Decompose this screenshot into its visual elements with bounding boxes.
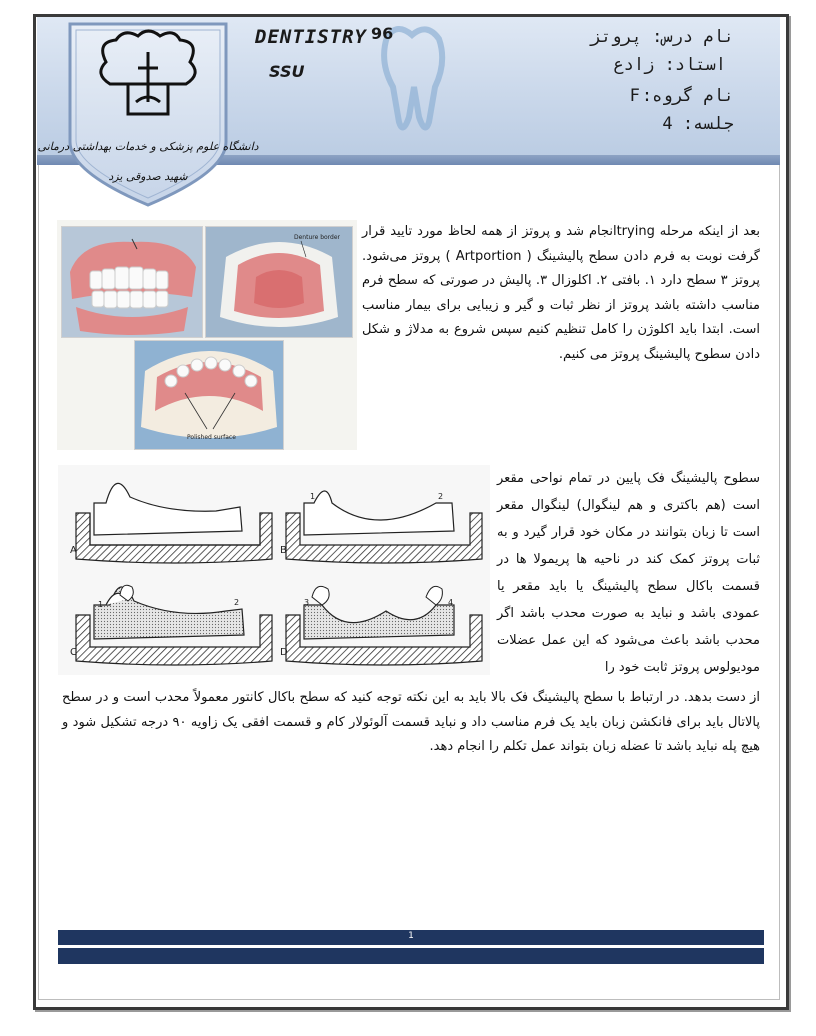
lower-denture-photo bbox=[134, 340, 284, 450]
brand-year: 96 bbox=[371, 24, 394, 43]
session-line: جلسه: 4 bbox=[662, 114, 734, 134]
logo-subcaption: شهید صدوقی یزد bbox=[108, 170, 188, 183]
teacher-line: استاد: زادع bbox=[613, 55, 726, 75]
brand-title: DENTISTRY bbox=[255, 26, 367, 48]
polished-surface-diagram bbox=[58, 465, 490, 675]
paragraph-intro: بعد از اینکه مرحله tryingانجام شد و پروتز از همه لحاظ مورد تایید قرار گرفت نوبت به فرم دادن سطح پالیشینگ ( Artportion ) پروتز می‌شود. پروتز ۳ سطح دارد ۱. بافتی ۲. اکلوزال ۳. پالیش در صورتی که سطح فرم مناسب داشته باشد پروتز از نظر ثبات و گیر و زیبایی برای بیمار مناسب است. ابتدا باید اکلوژن را کامل تنظیم کنیم سپس شروع به مدلاژ و شکل دادن سطوح پالیشینگ پروتز می کنیم. bbox=[362, 224, 760, 362]
group-line: نام گروه:F bbox=[629, 86, 734, 106]
photo-label-border: Denture border bbox=[294, 234, 341, 241]
diagram-label-a: A bbox=[70, 545, 77, 556]
page-number: 1 bbox=[408, 931, 414, 941]
denture-photos bbox=[57, 220, 357, 450]
footer-bar-bottom bbox=[58, 948, 764, 964]
denture-front-photo bbox=[61, 226, 203, 338]
logo-caption: دانشگاه علوم پزشکی و خدمات بهداشتی درمانی bbox=[37, 140, 259, 153]
diagram-number-c1: 1 bbox=[98, 600, 104, 609]
diagram-number-b1: 1 bbox=[310, 492, 316, 501]
diagram-number-c2: 2 bbox=[234, 598, 240, 607]
course-line: نام درس: پروتز bbox=[590, 27, 734, 47]
ssu-label: SSU bbox=[269, 62, 305, 81]
page-footer bbox=[58, 930, 764, 964]
paragraph-upper-polished: از دست بدهد. در ارتباط با سطح پالیشینگ فک بالا باید به این نکته توجه کنید که سطح باکال کانتور معمولاً محدب است و در سطح پالاتال باید برای فانکشن زبان باید یک فرم مناسب داد و نباید قسمت آلوئولار کام و قسمت افقی یک زاویه ۹۰ درجه تشکیل شود و هیچ پله نباید باشد تا عضله زبان بتواند عمل تکلم را انجام دهد. bbox=[62, 690, 760, 754]
diagram-number-b2: 2 bbox=[438, 492, 444, 501]
diagram-label-b: B bbox=[280, 545, 287, 556]
diagram-label-d: D bbox=[280, 647, 288, 658]
upper-denture-photo bbox=[205, 226, 353, 338]
diagram-number-d4: 4 bbox=[448, 598, 454, 607]
diagram-label-c: C bbox=[70, 647, 77, 658]
photo-label-polished: Polished surface bbox=[187, 434, 236, 441]
diagram-number-d3: 3 bbox=[304, 598, 310, 607]
paragraph-lower-polished: سطوح پالیشینگ فک پایین در تمام نواحی مقعر است (هم باکتری و هم لینگوال) لینگوال مقعر است تا زبان بتوانند در مکان خود قرار گیرد و به ثبات پروتز کمک کند در ناحیه ها پریمولا ها در قسمت باکال سطح پالیشینگ یا باید مقعر یا عمودی باشد و نباید به صورت محدب باشد اگر محدب باشد باعث می‌شود که این عمل عضلات مودیولوس پروتز ثابت خود را bbox=[497, 471, 760, 675]
university-logo bbox=[37, 22, 259, 207]
